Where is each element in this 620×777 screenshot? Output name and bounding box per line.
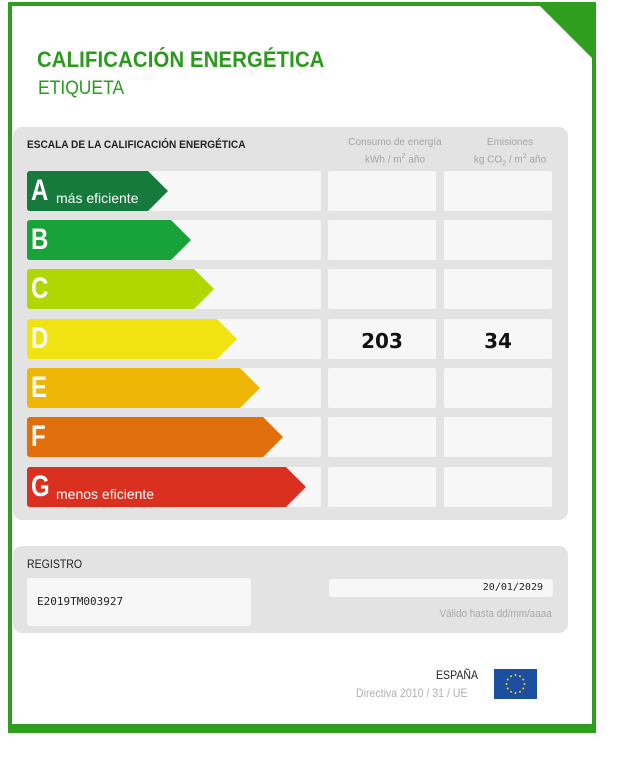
energy-header-line2: kWh / $m^2$ año xyxy=(364,153,426,166)
eu-star xyxy=(515,692,517,694)
energy-value-cell: 203 xyxy=(328,319,436,359)
registry-label: REGISTRO xyxy=(27,557,83,571)
emissions-value-cell xyxy=(444,171,552,211)
eu-star xyxy=(524,683,526,685)
energy-column-header xyxy=(340,136,450,167)
eu-star xyxy=(506,683,508,685)
rating-arrow-shape xyxy=(27,269,214,309)
country-label: ESPAÑA xyxy=(436,668,479,682)
emissions-value-cell xyxy=(444,269,552,309)
page-subtitle: ETIQUETA xyxy=(38,78,125,99)
eu-star xyxy=(510,691,512,693)
rating-description: más eficiente xyxy=(56,190,139,206)
scale-heading: ESCALA DE LA CALIFICACIÓN ENERGÉTICA xyxy=(27,139,246,151)
rating-letter: F xyxy=(31,420,46,453)
energy-value-cell xyxy=(328,269,436,309)
rating-letter: A xyxy=(31,174,49,207)
rating-bar-a xyxy=(27,171,168,211)
emissions-column-header xyxy=(455,136,565,171)
registry-number: E2019TM003927 xyxy=(37,595,124,608)
energy-value-cell xyxy=(328,467,436,507)
emissions-value-cell xyxy=(444,220,552,260)
eu-star xyxy=(522,688,524,690)
eu-star xyxy=(507,679,509,681)
rating-arrow-shape xyxy=(27,417,283,457)
valid-date: 20/01/2029 xyxy=(482,582,543,593)
registry-panel xyxy=(13,546,568,633)
rating-bar-g xyxy=(27,467,306,507)
emissions-header-line2: kg $CO_2 / m^2$ año xyxy=(473,153,547,168)
rating-bar-e xyxy=(27,368,260,408)
rating-letter: C xyxy=(31,272,49,305)
eu-flag-icon xyxy=(494,669,537,699)
energy-value-cell xyxy=(328,368,436,408)
energy-header-line1: Consumo de energía xyxy=(348,137,442,148)
corner-triangle xyxy=(540,6,592,58)
energy-value-cell xyxy=(328,220,436,260)
rating-arrow-shape xyxy=(27,319,237,359)
energy-value-cell xyxy=(328,171,436,211)
rating-arrow-shape xyxy=(27,220,191,260)
emissions-value-cell xyxy=(444,467,552,507)
rating-bar-c xyxy=(27,269,214,309)
eu-star xyxy=(510,675,512,677)
valid-date-format-note: Válido hasta dd/mm/aaaa xyxy=(439,608,552,620)
rating-letter: D xyxy=(31,322,49,355)
energy-value-cell xyxy=(328,417,436,457)
eu-star xyxy=(519,675,521,677)
eu-star xyxy=(507,688,509,690)
eu-star xyxy=(519,691,521,693)
rating-arrow-shape xyxy=(27,368,260,408)
emissions-value-cell: 34 xyxy=(444,319,552,359)
rating-letter: B xyxy=(31,223,49,256)
eu-star xyxy=(515,674,517,676)
registry-number-box xyxy=(27,578,251,626)
page-title: CALIFICACIÓN ENERGÉTICA xyxy=(37,47,325,72)
emissions-value-cell xyxy=(444,417,552,457)
rating-letter: G xyxy=(31,470,50,503)
valid-date-box xyxy=(329,579,553,597)
directive-label: Directiva 2010 / 31 / UE xyxy=(356,686,468,700)
rating-letter: E xyxy=(31,371,48,404)
rating-bar-b xyxy=(27,220,191,260)
rating-scale-panel xyxy=(13,127,568,520)
eu-star xyxy=(522,679,524,681)
rating-bar-d xyxy=(27,319,237,359)
emissions-value-cell xyxy=(444,368,552,408)
rating-bar-f xyxy=(27,417,283,457)
rating-description: menos eficiente xyxy=(56,486,155,502)
emissions-header-line1: Emisiones xyxy=(486,137,534,148)
